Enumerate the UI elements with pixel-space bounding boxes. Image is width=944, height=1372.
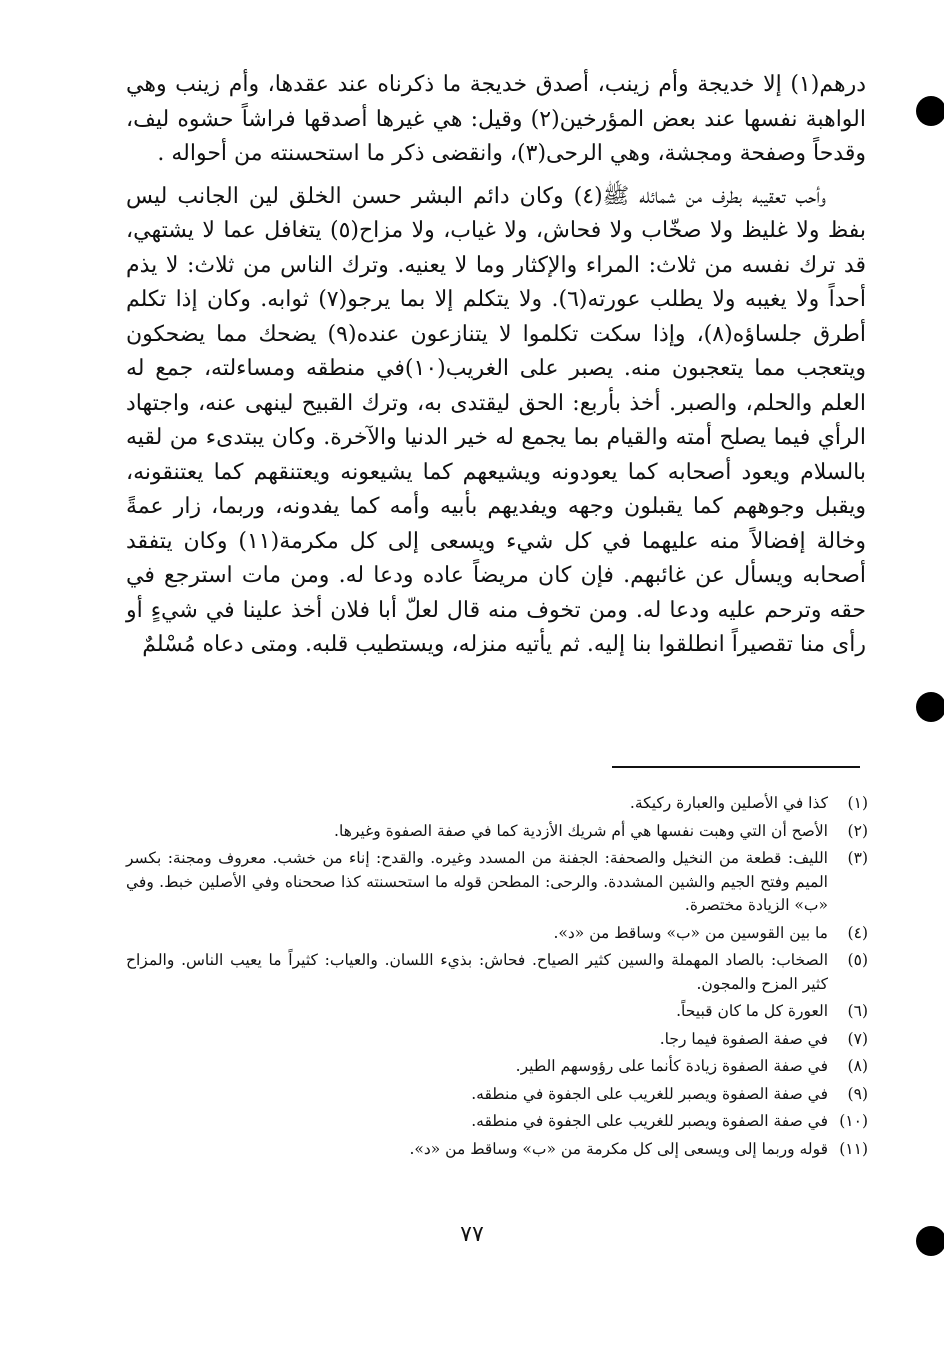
footnote-text: قوله وربما إلى ويسعى إلى كل مكرمة من «ب» وساقط من «د». <box>409 1139 828 1158</box>
page-number: ٧٧ <box>460 1222 484 1247</box>
footnotes-list <box>126 792 868 1165</box>
footnote-separator <box>612 766 860 768</box>
footnote-number: (٦) <box>847 1002 868 1020</box>
footnote-text: الصخاب: بالصاد المهملة والسين كثير الصياح. فحاش: بذيء اللسان. والعياب: كثيراً ما يعيب الناس. والمزاح كثير المزح والمجون. <box>126 951 828 993</box>
footnote-text: في صفة الصفوة ويصبر للغريب على الجفوة في منطقه. <box>471 1084 828 1103</box>
footnote-number: (٧) <box>847 1029 868 1048</box>
footnote-number: (١١) <box>839 1139 868 1158</box>
footnote-item <box>126 949 868 996</box>
footnote-number: (٩) <box>847 1084 868 1103</box>
footnote-text: الليف: قطعة من النخيل والصحفة: الجفنة من المسدد وغيره. والقدح: إناء من خشب. معروف ومجنة: بكسر الميم وفتح الجيم والشين المشددة. والرحى: المطحن قوله ما استحسنته كذا صححناه وفي الأصلين خبط. وفي «ب» الزيادة مختصرة. <box>126 849 828 914</box>
binding-hole-middle <box>916 692 944 722</box>
paragraph-2: وأحب تعقيبه بطرف من شمائله ﷺ(٤) وكان دائم البشر حسن الخلق لين الجانب ليس بفظ ولا غليظ ولا صخّاب ولا فحاش، ولا غياب، ولا مزاح(٥) يتغافل عما لا يشتهي، قد ترك نفسه من ثلاث: المراء والإكثار وما لا يعنيه. وترك الناس من ثلاث: لا يذم أحداً ولا يغيبه ولا يطلب عورته(٦). ولا يتكلم إلا بما يرجو(٧) ثوابه. وكان إذا تكلم أطرق جلساؤه(٨)، وإذا سكت تكلموا لا يتنازعون عنده(٩) يضحك مما يضحكون ويتعجب مما يتعجبون منه. يصبر على الغريب(١٠)في منطقه ومساءلته، جمع له العلم والحلم، والصبر. أخذ بأربع: الحق ليقتدى به، وترك القبيح لينهى عنه، واجتهاد الرأي فيما يصلح أمته والقيام بما يجمع له خير الدنيا والآخرة. وكان يبتدىء من لقيه بالسلام ويعود أصحابه كما يعودونه ويشيعهم كما يشيعونه ويعتنقهم كما يعتنقونه، ويقبل وجوههم كما يقبلون وجهه ويفديهم بأبيه وأمه كما يفدونه، وربما، زار عمةً وخالة إفضالاً منه عليهما في كل شيء ويسعى إلى كل مكرمة(١١) وكان يتفقد أصحابه ويسأل عن غائبهم. فإن كان مريضاً عاده ودعا له. ومن مات استرجع في حقه وترحم عليه ودعا له. ومن تخوف منه قال لعلّ أبا فلان أخذ علينا في شيءٍ أو رأى منا تقصيراً انطلقوا بنا إليه. ثم يأتيه منزله، ويستطيب قلبه. ومتى دعاه مُسْلمٌ <box>126 183 867 657</box>
footnote-number: (٨) <box>847 1057 868 1075</box>
footnote-item <box>126 1138 868 1162</box>
footnote-number: (٤) <box>847 923 868 942</box>
footnote-text: الأصح أن التي وهبت نفسها هي أم شريك الأزدية كما في صفة الصفوة وغيرها. <box>334 821 828 840</box>
footnote-item <box>126 847 868 918</box>
footnote-item <box>126 792 868 816</box>
footnote-number: (٣) <box>847 849 868 867</box>
footnote-item <box>126 922 868 946</box>
footnote-item <box>126 1083 868 1107</box>
footnote-number: (٢) <box>847 821 868 840</box>
footnote-number: (١) <box>847 794 868 812</box>
footnote-item <box>126 1028 868 1052</box>
footnote-text: في صفة الصفوة زيادة كأنما على رؤوسهم الطير. <box>515 1057 828 1075</box>
footnote-item <box>126 1055 868 1079</box>
footnote-text: العورة كل ما كان قبيحاً. <box>676 1002 828 1020</box>
binding-hole-top <box>916 96 944 126</box>
footnote-text: ما بين القوسين من «ب» وساقط من «د». <box>553 923 828 942</box>
footnote-number: (١٠) <box>839 1112 868 1130</box>
footnote-text: في صفة الصفوة فيما رجا. <box>659 1029 828 1048</box>
footnote-number: (٥) <box>847 951 868 969</box>
footnote-item <box>126 1110 868 1134</box>
footnote-text: كذا في الأصلين والعبارة ركيكة. <box>629 794 828 812</box>
footnote-item <box>126 820 868 844</box>
main-text <box>126 68 866 663</box>
footnote-text: في صفة الصفوة ويصبر للغريب على الجفوة في منطقه. <box>471 1112 828 1130</box>
footnote-item <box>126 1000 868 1024</box>
paragraph-1: درهم(١) إلا خديجة وأم زينب، أصدق خديجة ما ذكرناه عند عقدها، وأم زينب وهي الواهبة نفسها عند بعض المؤرخين(٢) وقيل: هي غيرها أصدقها فراشاً حشوه ليف، وقدحاً وصفحة ومجشة، وهي الرحى(٣)، وانقضى ذكر ما استحسنته من أحواله . <box>126 72 866 166</box>
